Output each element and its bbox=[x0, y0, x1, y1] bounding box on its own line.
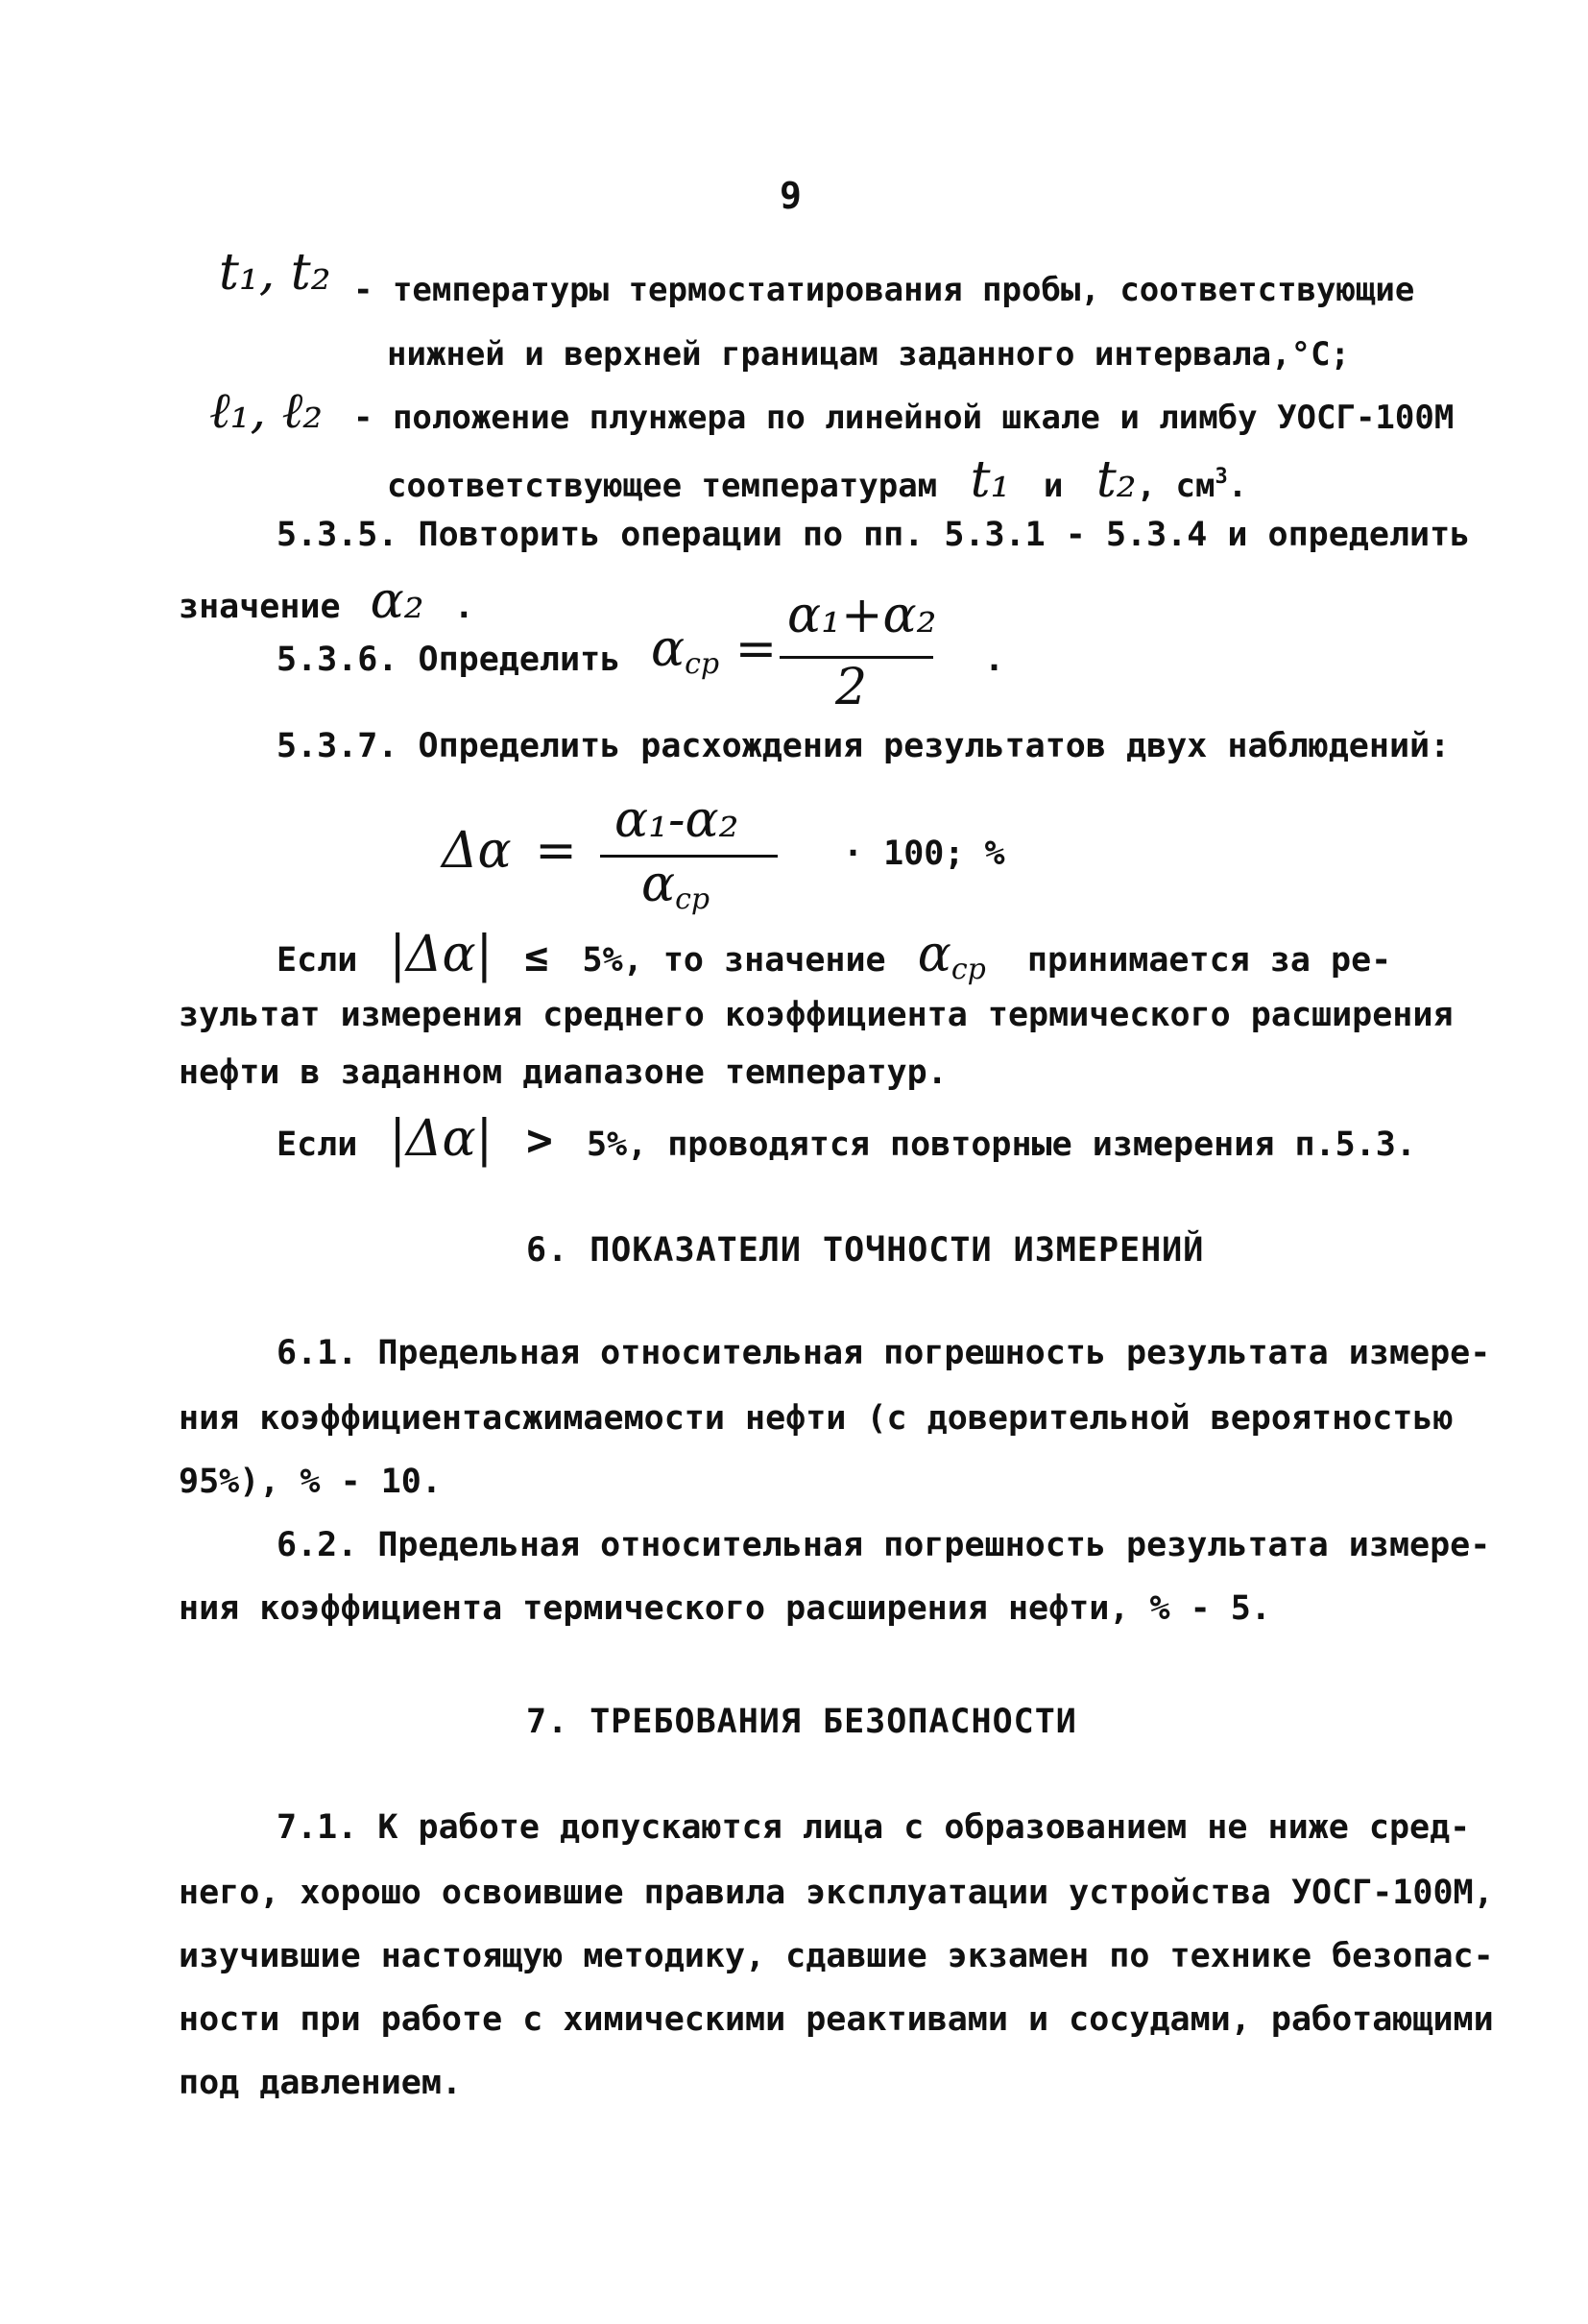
s536-text: 5.3.6. Определить bbox=[277, 641, 621, 679]
l-unit: , см bbox=[1136, 467, 1215, 505]
s537-fraction-bar bbox=[600, 855, 778, 858]
sec6-p2-line2: ния коэффициента термического расширения нефти, % - 5. bbox=[179, 1589, 1271, 1628]
cond1-pre: Если bbox=[277, 941, 358, 980]
cond1-line2: зультат измерения среднего коэффициента термического расширения bbox=[179, 996, 1454, 1034]
alpha2-symbol: α₂ bbox=[370, 572, 424, 630]
s535-line2 bbox=[179, 572, 474, 630]
cond2-line bbox=[277, 1110, 1416, 1168]
alpha-cp-symbol: α bbox=[651, 620, 686, 678]
cond2-op: > bbox=[526, 1114, 553, 1166]
section-6-title: 6. ПОКАЗАТЕЛИ ТОЧНОСТИ ИЗМЕРЕНИЙ bbox=[526, 1231, 1205, 1270]
t-definition: - температуры термостатирования пробы, соответствующие bbox=[353, 271, 1415, 309]
s536-denominator: 2 bbox=[835, 659, 868, 716]
s537-numerator: α₁-α₂ bbox=[614, 791, 739, 849]
l-end: . bbox=[1227, 467, 1248, 505]
s536-lhs bbox=[651, 620, 778, 681]
t-unit: °С; bbox=[1290, 335, 1351, 374]
sec6-p1-line2: ния коэффициентасжимаемости нефти (с доверительной вероятностью bbox=[179, 1399, 1454, 1438]
cond1-val: 5%, то значение bbox=[582, 941, 886, 980]
cond1-abs: |Δα| bbox=[389, 926, 493, 983]
s537-tail: · 100; % bbox=[843, 835, 1005, 873]
sec7-line2: него, хорошо освоившие правила эксплуатации устройства УОСГ-100М, bbox=[179, 1874, 1494, 1912]
sec6-p1-line3: 95%), % - 10. bbox=[179, 1463, 442, 1501]
cond1-post: принимается за ре- bbox=[1026, 941, 1392, 980]
s537-lhs bbox=[442, 822, 577, 880]
l-unit-sup: 3 bbox=[1215, 465, 1228, 489]
t-definition-text: нижней и верхней границам заданного интервала, bbox=[387, 335, 1291, 374]
sec7-line4: ности при работе с химическими реактивами и сосудами, работающими bbox=[179, 2000, 1494, 2039]
equals-sign: = bbox=[734, 620, 778, 678]
sec7-line1: 7.1. К работе допускаются лица с образованием не ниже сред- bbox=[277, 1808, 1471, 1847]
s535-line1: 5.3.5. Повторить операции по пп. 5.3.1 - 5.3.4 и определить bbox=[277, 516, 1471, 554]
l-t1-symbol: t₁ bbox=[970, 451, 1011, 509]
sec6-p1-line1: 6.1. Предельная относительная погрешность результата измере- bbox=[277, 1334, 1491, 1372]
s537-den-alpha: α bbox=[641, 856, 676, 913]
t-definition-cont bbox=[387, 335, 1351, 374]
cond1-op: ≤ bbox=[524, 933, 549, 980]
s537-equals: = bbox=[535, 822, 577, 880]
l-and-word: и bbox=[1043, 467, 1064, 505]
sec6-p2-line1: 6.2. Предельная относительная погрешность результата измере- bbox=[277, 1526, 1491, 1564]
sec7-line5: под давлением. bbox=[179, 2064, 463, 2102]
s536-numerator: α₁+α₂ bbox=[787, 587, 937, 644]
cond1-alpha: α bbox=[917, 926, 951, 983]
alpha-cp-sub: ср bbox=[685, 647, 720, 681]
l-definition-text: соответствующее температурам bbox=[387, 467, 938, 505]
s537-text: 5.3.7. Определить расхождения результатов двух наблюдений: bbox=[277, 727, 1451, 765]
s537-denominator bbox=[641, 856, 710, 916]
s535-label: значение bbox=[179, 588, 341, 626]
l-definition: - положение плунжера по линейной шкале и лимбу УОСГ-100М bbox=[353, 399, 1455, 437]
t-symbol: t₁, t₂ bbox=[219, 244, 331, 302]
cond2-abs: |Δα| bbox=[389, 1110, 493, 1168]
s536-end: . bbox=[984, 641, 1005, 679]
section-7-title: 7. ТРЕБОВАНИЯ БЕЗОПАСНОСТИ bbox=[526, 1703, 1077, 1741]
s537-den-sub: ср bbox=[675, 883, 710, 916]
cond1-sym bbox=[917, 926, 986, 986]
cond2-post: 5%, проводятся повторные измерения п.5.3. bbox=[586, 1126, 1416, 1164]
l-t2-symbol: t₂ bbox=[1095, 451, 1137, 509]
cond1-line1 bbox=[277, 926, 1392, 986]
l-symbol: ℓ₁, ℓ₂ bbox=[209, 382, 324, 440]
cond1-line3: нефти в заданном диапазоне температур. bbox=[179, 1053, 948, 1092]
delta-alpha-symbol: Δα bbox=[442, 822, 512, 880]
s535-end: . bbox=[453, 588, 474, 626]
cond2-pre: Если bbox=[277, 1126, 358, 1164]
l-definition-cont bbox=[387, 451, 1248, 509]
page-number: 9 bbox=[780, 175, 802, 217]
sec7-line3: изучившие настоящую методику, сдавшие экзамен по технике безопас- bbox=[179, 1937, 1494, 1975]
cond1-sub: ср bbox=[950, 953, 986, 986]
